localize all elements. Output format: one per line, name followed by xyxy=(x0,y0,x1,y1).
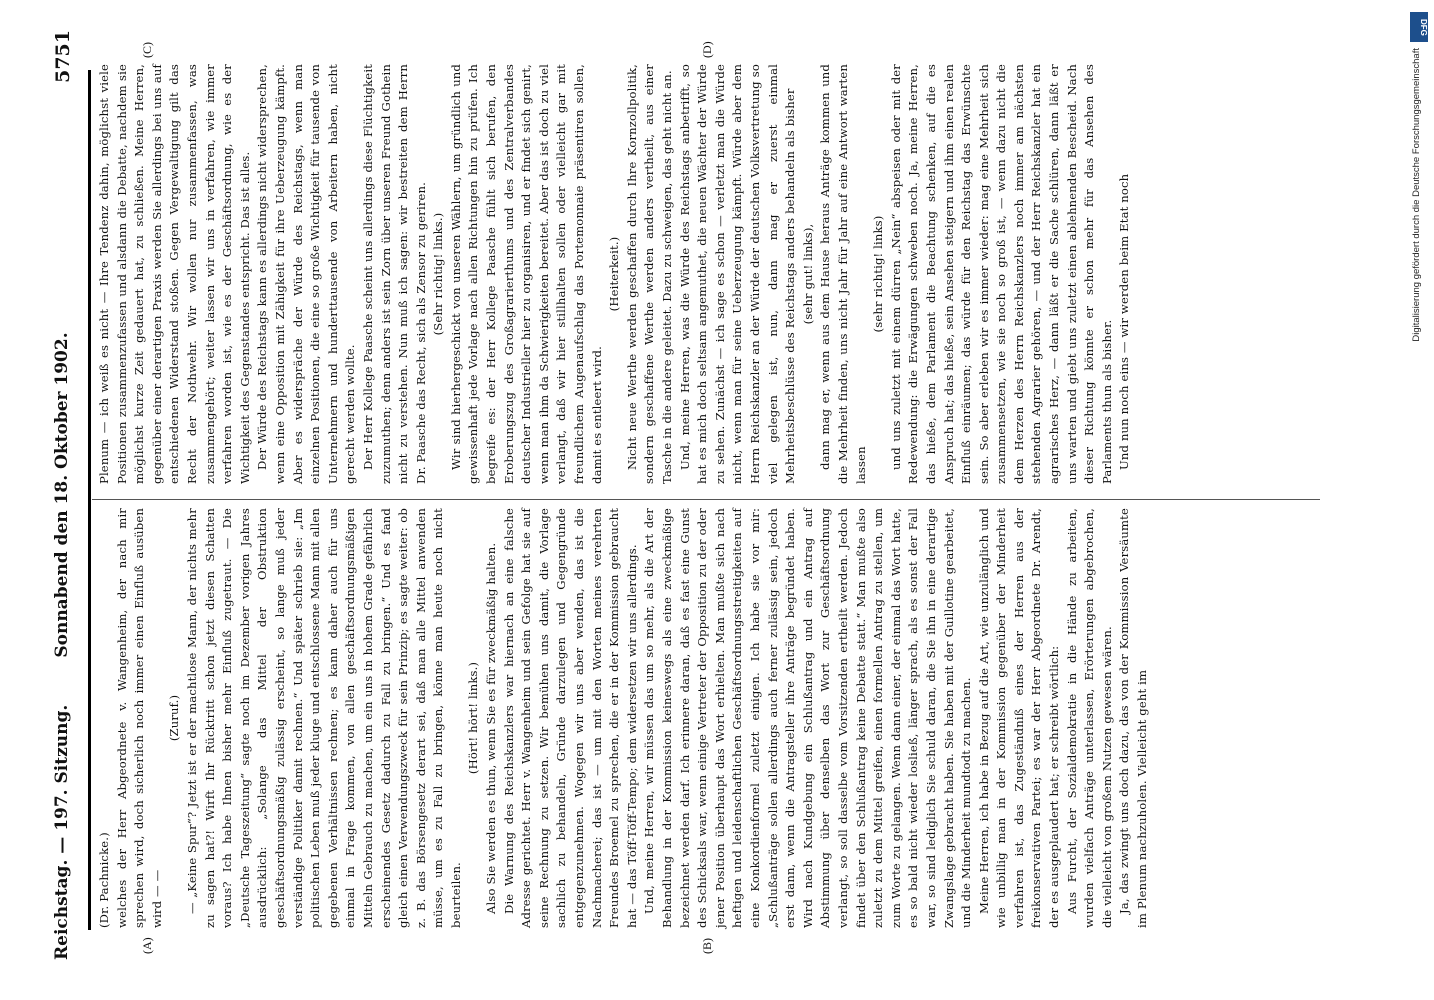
interjection: (Zuruf.) xyxy=(167,694,182,742)
paragraph: Und, meine Herren, was die Würde des Reichstags anbetrifft, so hat es mich doch seltsam angemuthet, die neuen Wächter der Würde zu sehen. Zunächst — ich sage es schon — verletzt man die Würde nicht, wenn man für seine Ueberzeugung kämpft. Würde aber dem Herrn Reichskanzler an der Würde der deutschen Volksvertretung so viel gelegen ist, nun, dann mag er zuerst einmal Mehrheitsbeschlüsse des Reichstags anders behandeln als bisher xyxy=(677,64,798,484)
left-column xyxy=(96,508,1152,928)
interjection: (Sehr richtig! links.) xyxy=(431,212,446,336)
interjection: (sehr gut! links), xyxy=(800,223,815,325)
paragraph: Und, meine Herren, wir müssen das um so mehr, als die Art der Behandlung in der Kommission keineswegs als eine zweckmäßige bezeichnet werden darf. Ich erinnere daran, daß es fast eine Gunst des Schicksals war, wenn einige Vertreter der Opposition zu der oder jener Position überhaupt das Wort erhielten. Man mußte sich nach heftigen und leidenschaftlichen Geschäftsordnungsstreitigkeiten auf eine Konkordienformel zuletzt einigen. Ich habe sie vor mir: „Schlußanträge sollen allerdings auch ferner zulässig sein, jedoch erst dann, wenn die Antragsteller ihre Anträge begründet haben. Wird nach Kundgebung ein Schlußantrag und ein Antrag auf Abstimmung über denselben das Wort zur Geschäftsordnung verlangt, so soll dasselbe vom Vorsitzenden ertheilt werden. Jedoch findet über den Schlußantrag keine Debatte statt.“ Man mußte also zuletzt zu dem Mittel greifen, einen formellen Antrag zu stellen, um zum Worte zu gelangen. Wenn dann einer, der einmal das Wort hatte, es so bald nicht wieder losließ, länger sprach, als es sonst der Fall war, so sind lediglich Sie schuld daran, die Sie ihn in eine derartige Zwangslage gebracht haben. Sie haben mit der Guillotine gearbeitet, und die Minderheit mundtodt zu machen. xyxy=(642,508,974,928)
header-rule xyxy=(88,70,91,930)
column-divider xyxy=(92,499,1320,500)
paragraph: Plenum — ich weiß es nicht — Ihre Tendenz dahin, möglichst viele Positionen zusammenzufassen und alsdann die Debatte, nachdem sie möglichst kurze Zeit gedauert hat, zu schließen. Meine Herren, gegenüber einer derartigen Praxis werden Sie allerdings bei uns auf entschiedenen Widerstand stoßen. Gegen Vergewaltigung gilt das Recht der Nothwehr. Wir wollen nur zusammenfassen, was zusammengehört; weiter lassen wir uns in verfahren, wie immer verfahren worden ist, wie es der Geschäftsordnung, wie es der Wichtigkeit des Gegenstandes entspricht. Das ist alles. xyxy=(97,64,252,484)
paragraph: Und nun noch eins — wir werden beim Etat noch xyxy=(1117,173,1132,470)
paragraph: Wir sind hierhergeschickt von unseren Wählern, um gründlich und gewissenhaft jede Vorlage nach allen Richtungen hin zu prüfen. Ich begreife es: der Herr Kollege Paasche fühlt sich berufen, den Eroberungszug des Großagrarierthums und des Zentralverbandes deutscher Industrieller hier zu organisiren, und er findet sich genirt, wenn man ihm da Schwierigkeiten bereitet. Aber das ist doch zu viel verlangt, daß wir hier stillhalten sollen oder vielleicht gar mit freundlichem Augenaufschlag das Portemonnaie präsentiren sollen, damit es entleert wird. xyxy=(448,64,604,484)
paragraph: Ja, das zwingt uns doch dazu, das von der Kommission Versäumte im Plenum nachzuholen. Vielleicht geht im xyxy=(1117,508,1150,928)
header-session: Reichstag. — 197. Sitzung. xyxy=(52,704,72,960)
paragraph: dann mag er, wenn aus dem Hause heraus Anträge kommen und die Mehrheit finden, uns nicht Jahr für Jahr auf eine Antwort warten lassen xyxy=(818,64,868,484)
paragraph: Nicht neue Werthe werden geschaffen durch Ihre Kornzollpolitik, sondern geschaffene Werthe werden anders vertheilt, aus einer Tasche in die andere geleitet. Dazu zu schweigen, das geht nicht an. xyxy=(624,64,674,484)
interjection: (Heiterkeit.) xyxy=(607,236,622,312)
header-date: Sonnabend den 18. Oktober 1902. xyxy=(52,332,72,658)
paragraph: welches der Herr Abgeordnete v. Wangenheim, der nach mir sprechen wird, doch sicherlich noch immer einen Einfluß ausüben wird — — xyxy=(114,508,164,928)
digitization-note xyxy=(1408,8,1430,998)
paragraph: Der Herr Kollege Paasche scheint uns allerdings diese Flüchtigkeit zuzumuthen; denn anders ist sein Zorn über unseren Freund Gothein nicht zu verstehen. Nun muß ich sagen: wir bestreiten dem Herrn Dr. Paasche das Recht, sich als Zensor zu geriren. xyxy=(360,64,428,484)
page-header xyxy=(52,30,82,960)
interjection: (sehr richtig! links) xyxy=(871,215,886,333)
margin-marker-a: (A) xyxy=(140,937,154,954)
paragraph: Die Warnung des Reichskanzlers war hiernach an eine falsche Adresse gerichtet. Herr v. Wangenheim und sein Gefolge hat sie auf seine Rechnung zu setzen. Wir bemühen uns damit, die Vorlage sachlich zu behandeln, Gründe darzulegen und Gegengründe entgegenzunehmen. Wogegen wir uns aber wenden, das ist die Nachmacherei; das ist — um mit den Worten meines verehrten Freundes Broemel zu sprechen, die er in der Kommission gebraucht hat — das Töff-Töff-Tempo; dem widersetzen wir uns allerdings. xyxy=(501,508,639,928)
interjection: (Hört! hört! links.) xyxy=(466,661,481,775)
margin-marker-c: (C) xyxy=(140,42,154,58)
paragraph: Meine Herren, ich habe in Bezug auf die Art, wie unzulänglich und wie unbillig man in der Kommission gegenüber der Minderheit verfahren ist, das Zugeständniß eines der Herren aus der freikonservativen Partei; es war der Herr Abgeordnete Dr. Arendt, der es ausgeplaudert hat; er schreibt wörtlich: xyxy=(976,508,1062,928)
paragraph: Also Sie werden es thun, wenn Sie es für zweckmäßig halten. xyxy=(484,542,499,914)
paragraph: (Dr. Pachnicke.) xyxy=(97,832,111,928)
paragraph: Der Würde des Reichstags kann es allerdings nicht widersprechen, wenn eine Opposition mit Zähigkeit für ihre Ueberzeugung kämpft. Aber es widerspräche der Würde des Reichstags, wenn man einzelnen Positionen, die eine so große Wichtigkeit für tausende von Unternehmern und hunderttausende von Arbeitern haben, nicht gerecht werden wollte. xyxy=(255,64,358,484)
page-number: 5751 xyxy=(52,30,74,83)
right-column xyxy=(96,64,1134,484)
paragraph: Aus Furcht, der Sozialdemokratie in die Hände zu arbeiten, wurden vielfach Anträge unterlassen, Erörterungen abgebrochen, die vielleicht von großem Nutzen gewesen wären. xyxy=(1064,508,1114,928)
paragraph: — „Keine Spur“? Jetzt ist er der machtlose Mann, der nichts mehr zu sagen hat?! Wirft Ihr Rücktritt schon jetzt diesen Schatten voraus? Ich habe Ihnen bisher mehr Einfluß zugetraut. — Die „Deutsche Tageszeitung“ sagte noch im Dezember vorigen Jahres ausdrücklich: „Solange das Mittel der Obstruktion geschäftsordnungsmäßig zulässig erscheint, so lange muß jeder verständige Politiker damit rechnen.“ Und später schrieb sie: „Im politischen Leben muß jeder kluge und entschlossene Mann mit allen gegebenen Verhältnissen rechnen; es kann daher auch für uns einmal in Frage kommen, von allen geschäftsordnungsmäßigen Mitteln Gebrauch zu machen, um ein uns in hohem Grade gefährlich erscheinendes Gesetz dadurch zu Fall zu bringen.“ Und es fand gleich einen Verwendungszweck für sein Prinzip; es sagte weiter: ob z. B. das Börsengesetz derart sei, daß man alle Mittel anwenden müsse, um es zu Fall zu bringen, könne man heute noch nicht beurteilen. xyxy=(184,508,463,928)
dfg-logo: DFG xyxy=(1410,12,1428,42)
funding-note: Digitalisierung gefördert durch die Deutsche Forschungsgemeinschaft xyxy=(1411,48,1422,342)
margin-marker-b: (B) xyxy=(700,938,714,954)
margin-marker-d: (D) xyxy=(700,41,714,58)
paragraph: und uns zuletzt mit einem dürren „Nein“ abspeisen oder mit der Redewendung: die Erwägungen schweben noch. Ja, meine Herren, das hieße, dem Parlament die Beachtung schenken, auf die es Anspruch hat; das hieße, sein Ansehen steigern und ihm einen realen Einfluß einräumen; das würde für den Reichstag das Erwünschte sein. So aber erleben wir es immer wieder: mag eine Mehrheit sich zusammensetzen, wie sie noch so groß ist, — wenn dazu nicht die dem Herzen des Herrn Reichskanzlers noch immer am nächsten stehenden Agrarier gehören, — und der Herr Reichskanzler hat ein agrarisches Herz, — dann läßt er die Sache schlüren, dann läßt er uns warten und giebt uns zuletzt einen ablehnenden Bescheid. Nach dieser Richtung könnte er schon mehr für das Ansehen des Parlaments thun als bisher. xyxy=(888,64,1114,484)
